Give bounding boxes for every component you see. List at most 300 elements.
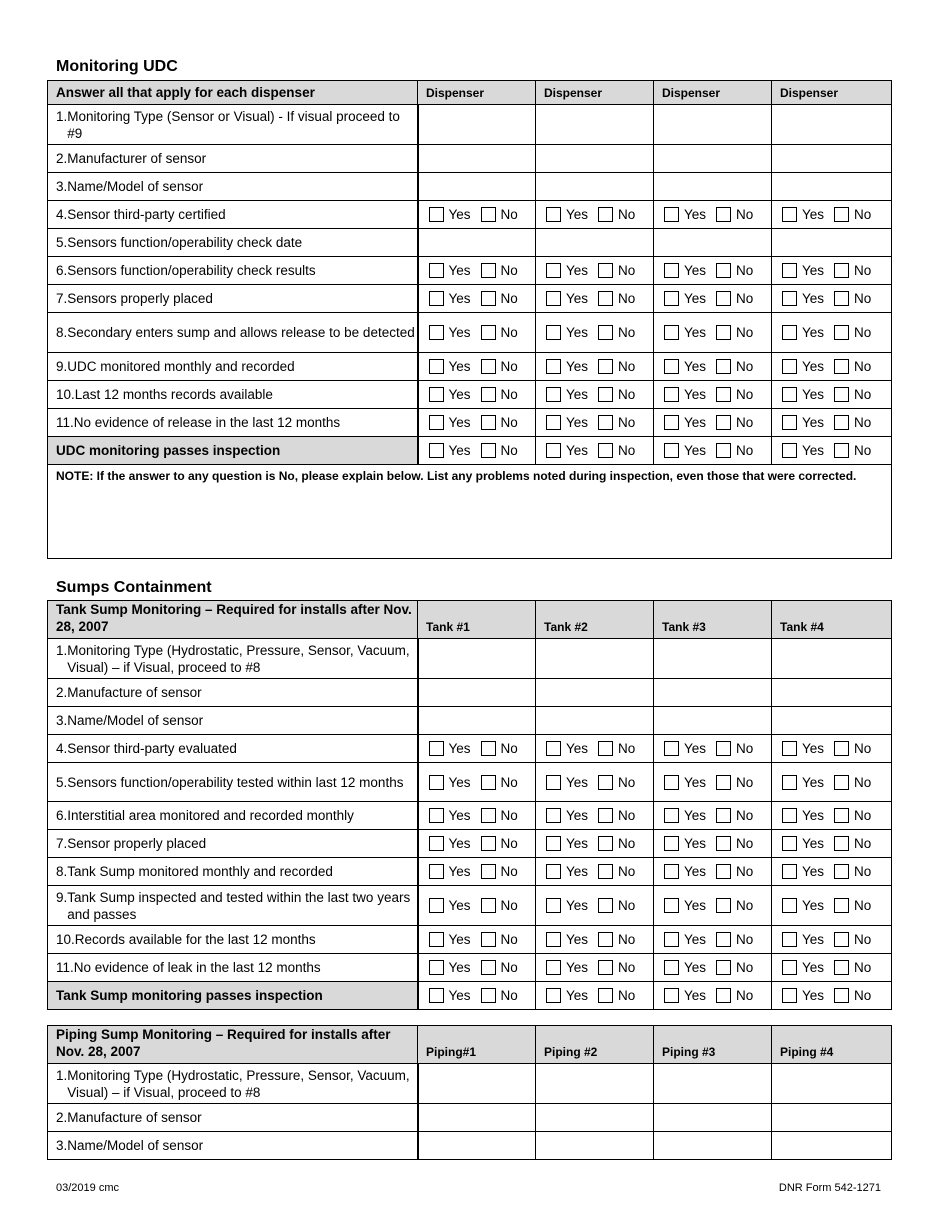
answer-field[interactable] xyxy=(536,1132,654,1160)
no-checkbox[interactable] xyxy=(834,291,849,306)
yes-no-cell xyxy=(536,353,654,381)
yes-checkbox[interactable] xyxy=(429,775,444,790)
answer-field[interactable] xyxy=(654,679,772,707)
yes-no-cell xyxy=(536,886,654,926)
question-item xyxy=(56,324,417,341)
table-row xyxy=(48,707,892,735)
no-checkbox[interactable] xyxy=(481,291,496,306)
answer-field[interactable] xyxy=(654,707,772,735)
no-checkbox[interactable] xyxy=(481,443,496,458)
answer-field[interactable] xyxy=(418,229,536,257)
answer-field[interactable] xyxy=(772,679,892,707)
answer-field[interactable] xyxy=(772,639,892,679)
question-cell xyxy=(48,313,418,353)
no-checkbox[interactable] xyxy=(598,988,613,1003)
yes-label: Yes xyxy=(802,415,825,430)
yes-no-group xyxy=(429,414,536,431)
no-checkbox[interactable] xyxy=(598,325,613,340)
answer-field[interactable] xyxy=(536,105,654,145)
question-cell xyxy=(48,639,418,679)
table-row xyxy=(48,858,892,886)
no-checkbox[interactable] xyxy=(834,864,849,879)
no-checkbox[interactable] xyxy=(481,988,496,1003)
note-row xyxy=(48,465,892,559)
no-checkbox[interactable] xyxy=(481,741,496,756)
yes-checkbox[interactable] xyxy=(664,443,679,458)
yes-label: Yes xyxy=(684,415,707,430)
yes-label: Yes xyxy=(448,359,471,374)
no-checkbox[interactable] xyxy=(598,864,613,879)
table-row xyxy=(48,285,892,313)
no-checkbox[interactable] xyxy=(481,387,496,402)
no-checkbox[interactable] xyxy=(834,325,849,340)
no-checkbox[interactable] xyxy=(481,415,496,430)
no-checkbox[interactable] xyxy=(716,808,731,823)
yes-checkbox[interactable] xyxy=(429,898,444,913)
yes-checkbox[interactable] xyxy=(664,932,679,947)
no-checkbox[interactable] xyxy=(834,207,849,222)
yes-no-cell xyxy=(654,313,772,353)
answer-field[interactable] xyxy=(654,105,772,145)
no-checkbox[interactable] xyxy=(834,960,849,975)
yes-no-cell xyxy=(654,982,772,1010)
yes-checkbox[interactable] xyxy=(782,387,797,402)
question-number: 1. xyxy=(56,642,68,658)
yes-checkbox[interactable] xyxy=(664,808,679,823)
yes-no-group xyxy=(664,807,771,824)
yes-checkbox[interactable] xyxy=(546,359,561,374)
question-number: 1. xyxy=(56,1067,68,1083)
question-cell xyxy=(48,926,418,954)
yes-checkbox[interactable] xyxy=(782,291,797,306)
yes-checkbox[interactable] xyxy=(782,988,797,1003)
yes-checkbox[interactable] xyxy=(782,359,797,374)
question-cell xyxy=(48,409,418,437)
question-cell xyxy=(48,1064,418,1104)
no-checkbox[interactable] xyxy=(598,960,613,975)
yes-checkbox[interactable] xyxy=(546,960,561,975)
no-label: No xyxy=(854,415,872,430)
question-text: Name/Model of sensor xyxy=(67,179,204,194)
question-item xyxy=(56,358,417,375)
column-header: Tank #3 xyxy=(654,601,772,639)
no-checkbox[interactable] xyxy=(481,932,496,947)
yes-no-cell xyxy=(772,201,892,229)
no-checkbox[interactable] xyxy=(716,864,731,879)
yes-checkbox[interactable] xyxy=(429,359,444,374)
yes-checkbox[interactable] xyxy=(664,775,679,790)
yes-label: Yes xyxy=(684,864,707,879)
yes-label: Yes xyxy=(448,808,471,823)
yes-checkbox[interactable] xyxy=(664,836,679,851)
question-text: Secondary enters sump and allows release to be detected xyxy=(67,325,415,340)
question-item xyxy=(56,150,417,167)
no-checkbox[interactable] xyxy=(716,932,731,947)
yes-checkbox[interactable] xyxy=(664,263,679,278)
question-item xyxy=(56,684,417,701)
yes-checkbox[interactable] xyxy=(664,207,679,222)
no-label: No xyxy=(500,864,518,879)
answer-field[interactable] xyxy=(418,105,536,145)
answer-field[interactable] xyxy=(536,173,654,201)
answer-field[interactable] xyxy=(418,173,536,201)
answer-field[interactable] xyxy=(418,707,536,735)
yes-checkbox[interactable] xyxy=(782,898,797,913)
question-item xyxy=(56,234,417,251)
answer-field[interactable] xyxy=(536,1064,654,1104)
yes-no-cell xyxy=(536,926,654,954)
yes-checkbox[interactable] xyxy=(429,932,444,947)
column-header: Piping #4 xyxy=(772,1026,892,1064)
no-label: No xyxy=(500,415,518,430)
yes-checkbox[interactable] xyxy=(664,291,679,306)
no-label: No xyxy=(618,960,636,975)
answer-field[interactable] xyxy=(536,639,654,679)
yes-label: Yes xyxy=(684,443,707,458)
answer-field[interactable] xyxy=(418,679,536,707)
no-checkbox[interactable] xyxy=(598,359,613,374)
no-checkbox[interactable] xyxy=(598,415,613,430)
answer-field[interactable] xyxy=(418,1104,536,1132)
no-checkbox[interactable] xyxy=(716,836,731,851)
no-checkbox[interactable] xyxy=(598,932,613,947)
column-header: Tank #1 xyxy=(418,601,536,639)
yes-no-group xyxy=(664,358,771,375)
yes-no-group xyxy=(429,835,536,852)
question-item xyxy=(56,178,417,195)
yes-no-group xyxy=(546,262,653,279)
answer-field[interactable] xyxy=(418,1064,536,1104)
yes-checkbox[interactable] xyxy=(546,775,561,790)
no-checkbox[interactable] xyxy=(834,932,849,947)
yes-checkbox[interactable] xyxy=(546,836,561,851)
table-row xyxy=(48,954,892,982)
answer-field[interactable] xyxy=(536,1104,654,1132)
yes-label: Yes xyxy=(684,263,707,278)
yes-checkbox[interactable] xyxy=(782,325,797,340)
answer-field[interactable] xyxy=(536,707,654,735)
yes-no-cell xyxy=(536,381,654,409)
question-item xyxy=(56,262,417,279)
yes-checkbox[interactable] xyxy=(782,808,797,823)
no-label: No xyxy=(854,387,872,402)
yes-no-cell xyxy=(654,257,772,285)
yes-checkbox[interactable] xyxy=(664,864,679,879)
no-checkbox[interactable] xyxy=(481,960,496,975)
yes-checkbox[interactable] xyxy=(429,443,444,458)
yes-no-group xyxy=(782,442,891,459)
no-checkbox[interactable] xyxy=(598,207,613,222)
yes-no-cell xyxy=(418,982,536,1010)
answer-field[interactable] xyxy=(536,679,654,707)
no-checkbox[interactable] xyxy=(598,898,613,913)
yes-no-group xyxy=(546,835,653,852)
yes-checkbox[interactable] xyxy=(664,359,679,374)
answer-field[interactable] xyxy=(654,173,772,201)
yes-checkbox[interactable] xyxy=(782,263,797,278)
yes-no-group xyxy=(782,959,891,976)
yes-checkbox[interactable] xyxy=(429,988,444,1003)
yes-no-cell xyxy=(418,954,536,982)
no-checkbox[interactable] xyxy=(481,325,496,340)
yes-checkbox[interactable] xyxy=(546,415,561,430)
question-number: 9. xyxy=(56,889,68,905)
yes-checkbox[interactable] xyxy=(429,415,444,430)
yes-label: Yes xyxy=(684,836,707,851)
question-number: 5. xyxy=(56,774,68,790)
answer-field[interactable] xyxy=(654,639,772,679)
yes-no-group xyxy=(429,807,536,824)
yes-label: Yes xyxy=(566,415,589,430)
yes-no-cell xyxy=(654,763,772,802)
no-label: No xyxy=(500,387,518,402)
yes-label: Yes xyxy=(566,774,589,790)
yes-checkbox[interactable] xyxy=(664,387,679,402)
table-row xyxy=(48,1132,892,1160)
answer-field[interactable] xyxy=(418,639,536,679)
answer-field[interactable] xyxy=(772,1104,892,1132)
no-label: No xyxy=(854,741,872,756)
yes-no-group xyxy=(664,774,771,791)
no-checkbox[interactable] xyxy=(481,836,496,851)
question-item xyxy=(56,740,417,757)
answer-field[interactable] xyxy=(536,145,654,173)
yes-no-cell xyxy=(536,982,654,1010)
answer-field[interactable] xyxy=(536,229,654,257)
yes-checkbox[interactable] xyxy=(546,808,561,823)
no-checkbox[interactable] xyxy=(598,836,613,851)
no-checkbox[interactable] xyxy=(481,359,496,374)
yes-no-group xyxy=(664,442,771,459)
no-checkbox[interactable] xyxy=(834,263,849,278)
yes-checkbox[interactable] xyxy=(546,263,561,278)
question-cell xyxy=(48,858,418,886)
yes-checkbox[interactable] xyxy=(546,932,561,947)
answer-field[interactable] xyxy=(654,1104,772,1132)
yes-label: Yes xyxy=(802,960,825,975)
table-row xyxy=(48,437,892,465)
no-checkbox[interactable] xyxy=(716,359,731,374)
question-text: Sensor third-party certified xyxy=(67,207,226,222)
yes-no-group xyxy=(546,324,653,341)
yes-checkbox[interactable] xyxy=(429,960,444,975)
no-label: No xyxy=(736,932,754,947)
yes-checkbox[interactable] xyxy=(546,898,561,913)
yes-no-cell xyxy=(418,830,536,858)
no-label: No xyxy=(854,960,872,975)
yes-label: Yes xyxy=(802,741,825,756)
answer-field[interactable] xyxy=(418,1132,536,1160)
no-label: No xyxy=(500,741,518,756)
yes-checkbox[interactable] xyxy=(429,864,444,879)
yes-no-group xyxy=(429,897,536,914)
yes-checkbox[interactable] xyxy=(429,207,444,222)
no-label: No xyxy=(736,359,754,374)
no-checkbox[interactable] xyxy=(481,808,496,823)
yes-no-group xyxy=(429,863,536,880)
no-label: No xyxy=(736,864,754,879)
table-row xyxy=(48,982,892,1010)
answer-field[interactable] xyxy=(772,1064,892,1104)
no-checkbox[interactable] xyxy=(598,291,613,306)
yes-checkbox[interactable] xyxy=(782,775,797,790)
question-cell xyxy=(48,145,418,173)
question-cell xyxy=(48,1132,418,1160)
header-row xyxy=(48,81,892,105)
no-checkbox[interactable] xyxy=(834,443,849,458)
no-checkbox[interactable] xyxy=(598,387,613,402)
no-checkbox[interactable] xyxy=(716,960,731,975)
no-checkbox[interactable] xyxy=(834,741,849,756)
answer-field[interactable] xyxy=(772,173,892,201)
yes-checkbox[interactable] xyxy=(664,988,679,1003)
no-checkbox[interactable] xyxy=(598,775,613,790)
yes-checkbox[interactable] xyxy=(546,207,561,222)
yes-checkbox[interactable] xyxy=(546,443,561,458)
yes-checkbox[interactable] xyxy=(546,325,561,340)
question-header: Tank Sump Monitoring – Required for installs after Nov. 28, 2007 xyxy=(48,601,418,639)
answer-field[interactable] xyxy=(654,1132,772,1160)
yes-checkbox[interactable] xyxy=(782,836,797,851)
yes-checkbox[interactable] xyxy=(429,808,444,823)
no-checkbox[interactable] xyxy=(716,325,731,340)
no-label: No xyxy=(736,443,754,458)
no-checkbox[interactable] xyxy=(481,864,496,879)
yes-label: Yes xyxy=(448,443,471,458)
yes-checkbox[interactable] xyxy=(782,932,797,947)
column-header: Piping #3 xyxy=(654,1026,772,1064)
no-checkbox[interactable] xyxy=(834,988,849,1003)
yes-no-cell xyxy=(654,858,772,886)
no-checkbox[interactable] xyxy=(481,775,496,790)
no-checkbox[interactable] xyxy=(716,898,731,913)
no-checkbox[interactable] xyxy=(716,775,731,790)
yes-label: Yes xyxy=(448,836,471,851)
answer-field[interactable] xyxy=(654,229,772,257)
no-checkbox[interactable] xyxy=(598,741,613,756)
yes-label: Yes xyxy=(448,774,471,790)
no-checkbox[interactable] xyxy=(716,263,731,278)
no-checkbox[interactable] xyxy=(834,836,849,851)
yes-checkbox[interactable] xyxy=(782,864,797,879)
no-checkbox[interactable] xyxy=(598,443,613,458)
no-checkbox[interactable] xyxy=(716,415,731,430)
no-checkbox[interactable] xyxy=(834,387,849,402)
table-row xyxy=(48,679,892,707)
answer-field[interactable] xyxy=(772,1132,892,1160)
no-label: No xyxy=(618,774,636,790)
question-cell xyxy=(48,802,418,830)
piping-sump-table xyxy=(47,1025,892,1160)
no-label: No xyxy=(618,291,636,306)
yes-checkbox[interactable] xyxy=(429,387,444,402)
question-number: 8. xyxy=(56,325,68,340)
yes-no-group xyxy=(782,386,891,403)
yes-checkbox[interactable] xyxy=(546,741,561,756)
yes-checkbox[interactable] xyxy=(782,207,797,222)
question-cell xyxy=(48,353,418,381)
question-item xyxy=(56,863,417,880)
no-checkbox[interactable] xyxy=(481,207,496,222)
yes-checkbox[interactable] xyxy=(429,291,444,306)
yes-checkbox[interactable] xyxy=(782,415,797,430)
yes-checkbox[interactable] xyxy=(429,741,444,756)
yes-checkbox[interactable] xyxy=(546,988,561,1003)
answer-field[interactable] xyxy=(772,145,892,173)
yes-checkbox[interactable] xyxy=(664,325,679,340)
yes-checkbox[interactable] xyxy=(429,325,444,340)
no-checkbox[interactable] xyxy=(716,443,731,458)
table-row xyxy=(48,802,892,830)
answer-field[interactable] xyxy=(772,707,892,735)
yes-checkbox[interactable] xyxy=(664,741,679,756)
no-checkbox[interactable] xyxy=(834,808,849,823)
yes-no-cell xyxy=(772,353,892,381)
question-text: Tank Sump inspected and tested within the last two years and passes xyxy=(67,889,411,922)
question-text: Sensor properly placed xyxy=(67,836,207,851)
yes-checkbox[interactable] xyxy=(429,263,444,278)
no-checkbox[interactable] xyxy=(834,775,849,790)
yes-checkbox[interactable] xyxy=(546,291,561,306)
no-checkbox[interactable] xyxy=(481,263,496,278)
yes-checkbox[interactable] xyxy=(429,836,444,851)
no-checkbox[interactable] xyxy=(716,291,731,306)
no-checkbox[interactable] xyxy=(716,988,731,1003)
answer-field[interactable] xyxy=(654,1064,772,1104)
yes-no-cell xyxy=(418,735,536,763)
no-checkbox[interactable] xyxy=(598,808,613,823)
answer-field[interactable] xyxy=(418,145,536,173)
no-checkbox[interactable] xyxy=(481,898,496,913)
question-number: 2. xyxy=(56,151,68,166)
yes-no-group xyxy=(782,290,891,307)
table-row xyxy=(48,639,892,679)
question-number: 10. xyxy=(56,932,75,947)
yes-no-cell xyxy=(772,257,892,285)
no-checkbox[interactable] xyxy=(598,263,613,278)
question-number: 8. xyxy=(56,864,68,879)
no-checkbox[interactable] xyxy=(834,898,849,913)
answer-field[interactable] xyxy=(772,229,892,257)
yes-no-cell xyxy=(536,763,654,802)
yes-no-cell xyxy=(536,830,654,858)
yes-label: Yes xyxy=(802,443,825,458)
no-checkbox[interactable] xyxy=(716,207,731,222)
yes-label: Yes xyxy=(802,387,825,402)
answer-field[interactable] xyxy=(772,105,892,145)
question-number: 11. xyxy=(56,415,74,430)
yes-checkbox[interactable] xyxy=(546,387,561,402)
yes-checkbox[interactable] xyxy=(782,443,797,458)
yes-no-group xyxy=(664,740,771,757)
no-checkbox[interactable] xyxy=(834,359,849,374)
yes-checkbox[interactable] xyxy=(664,898,679,913)
yes-checkbox[interactable] xyxy=(546,864,561,879)
yes-checkbox[interactable] xyxy=(782,741,797,756)
answer-field[interactable] xyxy=(654,145,772,173)
yes-checkbox[interactable] xyxy=(782,960,797,975)
yes-label: Yes xyxy=(448,864,471,879)
yes-no-group xyxy=(782,262,891,279)
no-label: No xyxy=(618,325,636,340)
yes-no-group xyxy=(546,959,653,976)
no-checkbox[interactable] xyxy=(716,387,731,402)
yes-checkbox[interactable] xyxy=(664,415,679,430)
no-checkbox[interactable] xyxy=(716,741,731,756)
yes-checkbox[interactable] xyxy=(664,960,679,975)
no-checkbox[interactable] xyxy=(834,415,849,430)
question-number: 6. xyxy=(56,808,68,823)
